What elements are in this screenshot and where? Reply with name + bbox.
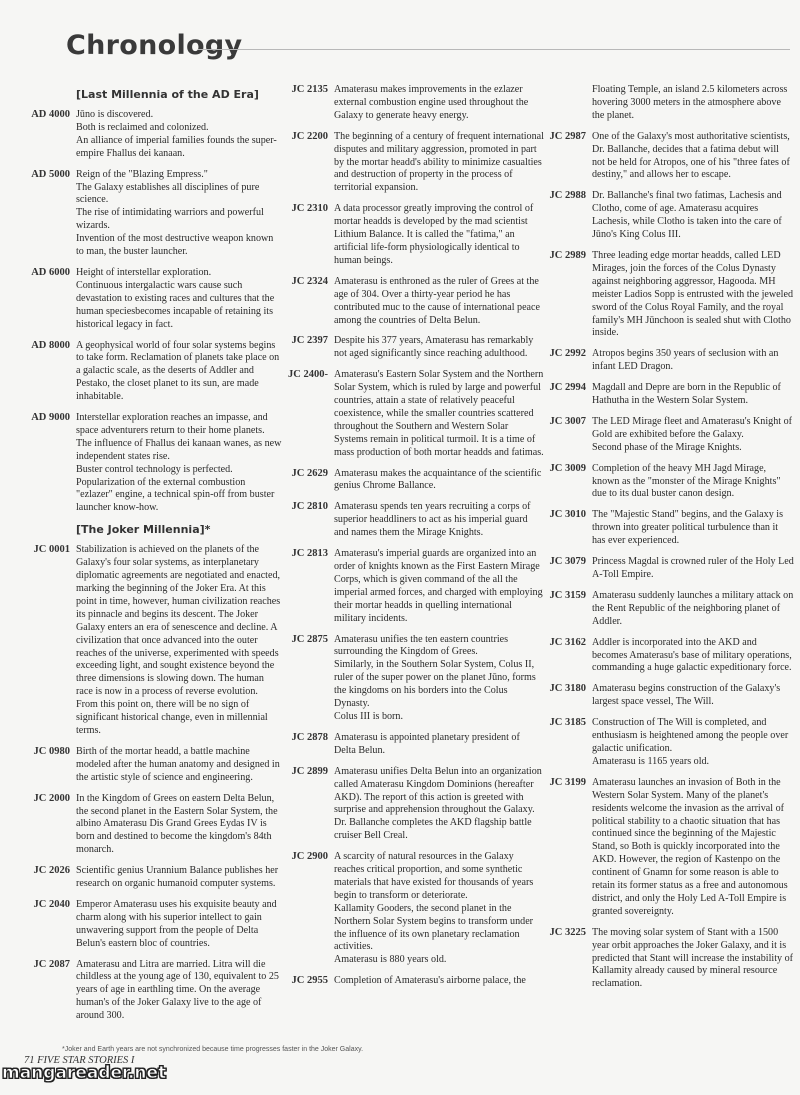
chronology-entry [30, 865, 282, 891]
entry-text [76, 959, 282, 1024]
entry-line: Stabilization is achieved on the planets of the Galaxy's four solar systems, as interplanetary diplomatic agreements are negotiated and enacted, marking the beginning of the Joker Era. At this point in time, however, human civilization reaches its pinnacle and begins its descent. The Joker Galaxy enters an era of senescence and decline. A civilization that once advanced into the outer reaches of the universe, experimented with speeds exceeding light, and sought existence beyond the three dimensions is slowing down. The human race is now in a process of reverse evolution. From this point on, there will be no sign of significant historical change, even in millennial terms. [76, 544, 281, 736]
entry-year: JC 2810 [291, 501, 328, 513]
entry-text [334, 851, 544, 967]
entry-year: AD 6000 [31, 266, 70, 278]
chronology-entry [30, 793, 282, 858]
entry-year: JC 3159 [549, 589, 586, 601]
chronology-entry [30, 169, 282, 259]
entry-text [592, 84, 794, 123]
entry-line: The rise of intimidating warriors and powerful wizards. [76, 207, 264, 232]
entry-text [592, 556, 794, 582]
entry-text [334, 975, 544, 988]
chronology-entry [282, 335, 544, 361]
entry-year: JC 0980 [33, 745, 70, 757]
entry-text [592, 509, 794, 548]
entry-text [76, 899, 282, 951]
entry-line: Amaterasu makes improvements in the ezlazer external combustion engine used throughout the Galaxy to generate heavy energy. [334, 84, 529, 121]
entry-line: Emperor Amaterasu uses his exquisite beauty and charm along with his superior intellect to gain unwavering support from the people of Delta Belun's eastern bloc of countries. [76, 898, 277, 949]
entry-line: Atropos begins 350 years of seclusion with an infant LED Dragon. [592, 348, 779, 373]
chronology-entry [544, 717, 794, 769]
entry-year: JC 3180 [549, 683, 586, 695]
entry-year: AD 4000 [31, 109, 70, 120]
entry-line: Second phase of the Mirage Knights. [592, 441, 742, 453]
entry-year: JC 3162 [549, 636, 586, 648]
entry-line: Continuous intergalactic wars cause such devastation to existing races and cultures that the human speciesbecomes incapable of retaining its historical legacy in fact. [76, 279, 275, 330]
chronology-entry [544, 416, 794, 455]
entry-text [334, 276, 544, 328]
entry-line: Both is reclaimed and colonized. [76, 121, 209, 133]
entry-text [76, 109, 282, 161]
entry-text [76, 544, 282, 738]
chronology-entry [544, 348, 794, 374]
entry-year: JC 2310 [291, 203, 328, 215]
entry-text [592, 637, 794, 676]
chronology-entry [30, 109, 282, 161]
entry-line: Amaterasu's imperial guards are organized into an order of knights known as the First Eastern Mirage Corps, which is given command of the all the imperial armed forces, and charged with employing their mortar headds in quelling international military incidents. [334, 548, 543, 624]
entry-line: The "Majestic Stand" begins, and the Galaxy is thrown into greater political turbulence than it has ever experienced. [592, 509, 784, 547]
entry-year: JC 2040 [33, 898, 70, 910]
entry-line: Birth of the mortar headd, a battle machine modeled after the human anatomy and designed in the artistic style of science and engineering. [76, 745, 280, 783]
entry-line: Amaterasu is appointed planetary president of Delta Belun. [334, 731, 520, 756]
header-rule [198, 49, 790, 50]
chronology-entry [282, 851, 544, 967]
entry-text [592, 717, 794, 769]
entry-year: JC 2813 [291, 548, 328, 560]
chronology-column-1 [30, 84, 282, 1031]
entry-year: JC 2989 [549, 249, 586, 261]
entry-year: JC 2987 [549, 130, 586, 142]
section-heading: [The Joker Millennia]* [76, 523, 211, 537]
entry-text [76, 267, 282, 332]
entry-continuation [544, 84, 794, 123]
entry-text [76, 746, 282, 785]
chronology-entry [282, 468, 544, 494]
entry-year: AD 8000 [31, 339, 70, 351]
chronology-entry [544, 131, 794, 183]
entry-year: JC 3199 [549, 776, 586, 788]
page-number: 71 FIVE STAR STORIES I [24, 1055, 135, 1066]
entry-line: Construction of The Will is completed, and enthusiasm is heightened among the people over galactic unification. [592, 717, 789, 754]
entry-text [76, 340, 282, 405]
entry-line: Amaterasu is 1165 years old. [592, 755, 710, 767]
chronology-entry [544, 382, 794, 408]
entry-line: An alliance of imperial families founds the super-empire Fhallus dei kanaan. [76, 134, 277, 159]
entry-text [334, 369, 544, 459]
entry-line: Scientific genius Urannium Balance publishes her research on organic humanoid computer systems. [76, 865, 279, 890]
entry-line: A data processor greatly improving the control of mortar headds is developed by the mad scientist Lithium Balance. It is called the "fatima," an artificial life-form physiologically identical to human beings. [334, 203, 534, 266]
entry-line: Amaterasu unifies Delta Belun into an organization called Amaterasu Kingdom Dominions (hereafter AKD). The report of this action is greeted with surprise and apprehension throughout the Galaxy. [334, 765, 542, 816]
entry-line: Amaterasu spends ten years recruiting a corps of superior headdliners to act as his imperial guard and names them the Mirage Knights. [334, 501, 531, 539]
entry-text [592, 463, 794, 502]
entry-text [334, 634, 544, 724]
entry-year: JC 2994 [549, 382, 586, 394]
entry-line: Floating Temple, an island 2.5 kilometers across hovering 3000 meters in the atmosphere above the planet. [592, 84, 788, 121]
chronology-entry [544, 463, 794, 502]
chronology-entry [30, 544, 282, 738]
entry-text [334, 335, 544, 361]
entry-line: Amaterasu is 880 years old. [334, 954, 447, 966]
entry-line: Colus III is born. [334, 710, 403, 722]
entry-line: A geophysical world of four solar systems begins to take form. Reclamation of planets take place on a galactic scale, as the deserts of Addler and Pestako, the closet planet to its sun, are made inhabitable. [76, 339, 280, 403]
chronology-entry [282, 131, 544, 196]
entry-text [334, 203, 544, 268]
entry-text [334, 732, 544, 758]
chronology-entry [282, 634, 544, 724]
chronology-entry [544, 190, 794, 242]
entry-year: JC 2878 [291, 731, 328, 743]
entry-line: Dr. Ballanche's final two fatimas, Lachesis and Clotho, come of age. Amaterasu acquires Lachesis, while Clotho is taken into the care of Jūno's King Colus III. [592, 190, 782, 241]
entry-text [76, 169, 282, 259]
entry-year: JC 2026 [33, 865, 70, 877]
entry-year: JC 0001 [33, 544, 70, 556]
entry-text [334, 548, 544, 625]
chronology-entry [282, 203, 544, 268]
chronology-entry [544, 637, 794, 676]
entry-text [334, 766, 544, 843]
chronology-entry [30, 340, 282, 405]
entry-line: One of the Galaxy's most authoritative scientists, Dr. Ballanche, decides that a fatima debut will not be held for Atropos, one of his "three fates of destiny," and allows her to escape. [592, 130, 790, 181]
chronology-column-2 [282, 84, 544, 996]
entry-text [334, 501, 544, 540]
entry-text [592, 590, 794, 629]
entry-line: Amaterasu begins construction of the Galaxy's largest space vessel, The Will. [592, 683, 781, 708]
entry-line: Amaterasu unifies the ten eastern countries surrounding the Kingdom of Grees. [334, 633, 509, 658]
chronology-entry [30, 412, 282, 515]
chronology-entry [282, 975, 544, 988]
entry-year: JC 3009 [549, 462, 586, 474]
entry-line: The influence of Fhallus dei kanaan wanes, as new independent states rise. [76, 437, 282, 462]
entry-year: JC 3007 [549, 415, 586, 427]
entry-year: JC 2324 [291, 275, 328, 287]
chronology-entry [282, 369, 544, 459]
chronology-entry [544, 250, 794, 340]
chronology-entry [282, 501, 544, 540]
entry-line: Amaterasu's Eastern Solar System and the Northern Solar System, which is ruled by large and powerful countries, attain a state of relatively peaceful coexistence, while the smaller countries scattered throughout the Southern and Western Solar Systems remain in political turmoil. It is a time of mass production of both mortar headds and fatimas. [334, 369, 544, 458]
chronology-entry [544, 683, 794, 709]
entry-line: Amaterasu suddenly launches a military attack on the Rent Republic of the neighboring planet of Addler. [592, 589, 794, 627]
entry-year: JC 2988 [549, 190, 586, 202]
entry-line: Interstellar exploration reaches an impasse, and space adventurers return to their home planets. [76, 412, 268, 436]
entry-text [592, 683, 794, 709]
chronology-entry [282, 766, 544, 843]
chronology-entry [544, 777, 794, 919]
entry-year: JC 2899 [291, 765, 328, 777]
entry-line: Reign of the "Blazing Empress." [76, 168, 208, 180]
chronology-entry [282, 276, 544, 328]
entry-text [76, 793, 282, 858]
entry-line: Amaterasu and Litra are married. Litra will die childless at the young age of 130, equivalent to 25 years of age in earthling time. On the average human's of the Joker Galaxy live to the age of around 300. [76, 958, 279, 1022]
entry-text [334, 84, 544, 123]
chronology-entry [30, 267, 282, 332]
watermark: mangareader.net [2, 1063, 167, 1083]
entry-year: JC 2397 [291, 335, 328, 347]
entry-year: JC 2135 [291, 84, 328, 95]
entry-year: AD 9000 [31, 412, 70, 424]
chronology-column-3 [544, 84, 794, 999]
entry-line: Jūno is discovered. [76, 109, 154, 120]
entry-line: Buster control technology is perfected. [76, 463, 233, 475]
entry-line: Invention of the most destructive weapon known to man, the buster launcher. [76, 233, 274, 258]
entry-line: Magdall and Depre are born in the Republic of Hathutha in the Western Solar System. [592, 382, 781, 407]
entry-line: Completion of Amaterasu's airborne palace, the [334, 975, 526, 987]
entry-line: Amaterasu makes the acquaintance of the scientific genius Chrome Ballance. [334, 467, 542, 492]
entry-line: Amaterasu is enthroned as the ruler of Grees at the age of 304. Over a thirty-year period he has contributed muc to the cause of international peace among the countries of Delta Belun. [334, 275, 540, 326]
entry-year: JC 3225 [549, 926, 586, 938]
entry-year: JC 2000 [33, 792, 70, 804]
entry-year: JC 2955 [291, 975, 328, 987]
page-title: Chronology [66, 30, 243, 61]
entry-line: The moving solar system of Stant with a 1500 year orbit approaches the Joker Galaxy, and it is predicted that Stant will increase the instability of Kallamity already caused by mineral resource reclamation. [592, 926, 793, 990]
entry-year: JC 3010 [549, 509, 586, 521]
entry-year: JC 3185 [549, 717, 586, 729]
entry-year: JC 2087 [33, 958, 70, 970]
chronology-entry [282, 84, 544, 123]
chronology-entry [544, 556, 794, 582]
chronology-entry [282, 548, 544, 625]
entry-year: AD 5000 [31, 168, 70, 180]
entry-line: In the Kingdom of Grees on eastern Delta Belun, the second planet in the Eastern Solar System, the albino Amaterasu Dis Grand Grees Eydas IV is born and destined to become the kingdom's 84th monarch. [76, 792, 278, 856]
entry-text [592, 777, 794, 919]
entry-text [592, 927, 794, 992]
entry-line: Amaterasu launches an invasion of Both in the Western Solar System. Many of the planet's residents welcome the invasion as the arrival of political stability to a chaotic situation that has continued since the beginning of the Majestic Stand, so Both is quickly incorporated into the AKD. However, the region of Kastenpo on the continent of Gnamn for some reason is able to retain its former status as a free and autonomous district, and only the Holy Led A-Toll Empire is granted sovereignty. [592, 776, 788, 917]
entry-year: JC 2400- [288, 369, 328, 381]
entry-year: JC 2875 [291, 633, 328, 645]
entry-text [592, 382, 794, 408]
entry-text [76, 865, 282, 891]
entry-year: JC 2629 [291, 467, 328, 479]
chronology-entry [544, 509, 794, 548]
entry-line: The Galaxy establishes all disciplines of pure science. [76, 181, 260, 206]
entry-text [592, 250, 794, 340]
entry-year: JC 3079 [549, 556, 586, 568]
entry-year: JC 2900 [291, 851, 328, 863]
entry-year: JC 2992 [549, 348, 586, 360]
entry-text [592, 131, 794, 183]
entry-line: The LED Mirage fleet and Amaterasu's Knight of Gold are exhibited before the Galaxy. [592, 415, 792, 440]
entry-line: Completion of the heavy MH Jagd Mirage, known as the "monster of the Mirage Knights" due to its dual buster canon design. [592, 462, 781, 500]
chronology-entry [544, 927, 794, 992]
entry-line: Three leading edge mortar headds, called LED Mirages, join the forces of the Colus Dynasty against neighboring aggressor, Hagooda. MH meister Ladios Sopp is entrusted with the jeweled sword of the Colus Royal Family, and the royal family's MH Jūnchoon is sealed shut with Clotho inside. [592, 249, 793, 339]
entry-line: Popularization of the external combustion "ezlazer" engine, a technical spin-off from buster launcher know-how. [76, 476, 275, 514]
footnote: *Joker and Earth years are not synchronized because time progresses faster in the Joker Galaxy. [62, 1046, 364, 1053]
entry-text [334, 131, 544, 196]
entry-line: Similarly, in the Southern Solar System, Colus II, ruler of the super power on the planet Jūno, forms the kingdoms on his borders into the Colus Dynasty. [334, 659, 536, 710]
entry-line: A scarcity of natural resources in the Galaxy reaches critical proportion, and some synthetic materials that have existed for thousands of years begin to transform or deteriorate. [334, 851, 534, 901]
entry-line: Despite his 377 years, Amaterasu has remarkably not aged significantly since reaching adulthood. [334, 335, 534, 360]
entry-line: The beginning of a century of frequent international disputes and military aggression, promoted in part by the mortar headd's ability to minimize casualties and destruction of property in the process of territorial expansion. [334, 130, 544, 194]
entry-line: Addler is incorporated into the AKD and becomes Amaterasu's base of military operations, commanding a huge galactic expeditionary force. [592, 636, 792, 674]
section-heading: [Last Millennia of the AD Era] [76, 88, 259, 101]
entry-line: Princess Magdal is crowned ruler of the Holy Led A-Toll Empire. [592, 556, 794, 580]
chronology-entry [30, 959, 282, 1024]
chronology-entry [544, 590, 794, 629]
entry-line: Kallamity Gooders, the second planet in the Northern Solar System begins to transform under the influence of its own planetary reclamation activities. [334, 902, 534, 953]
entry-text [76, 412, 282, 515]
chronology-entry [282, 732, 544, 758]
entry-line: Dr. Ballanche completes the AKD flagship battle cruiser Bell Creal. [334, 817, 532, 842]
entry-text [592, 190, 794, 242]
chronology-entry [30, 899, 282, 951]
chronology-entry [30, 746, 282, 785]
entry-text [592, 416, 794, 455]
entry-year: JC 2200 [291, 130, 328, 142]
entry-line: Height of interstellar exploration. [76, 266, 212, 278]
entry-text [334, 468, 544, 494]
entry-text [592, 348, 794, 374]
